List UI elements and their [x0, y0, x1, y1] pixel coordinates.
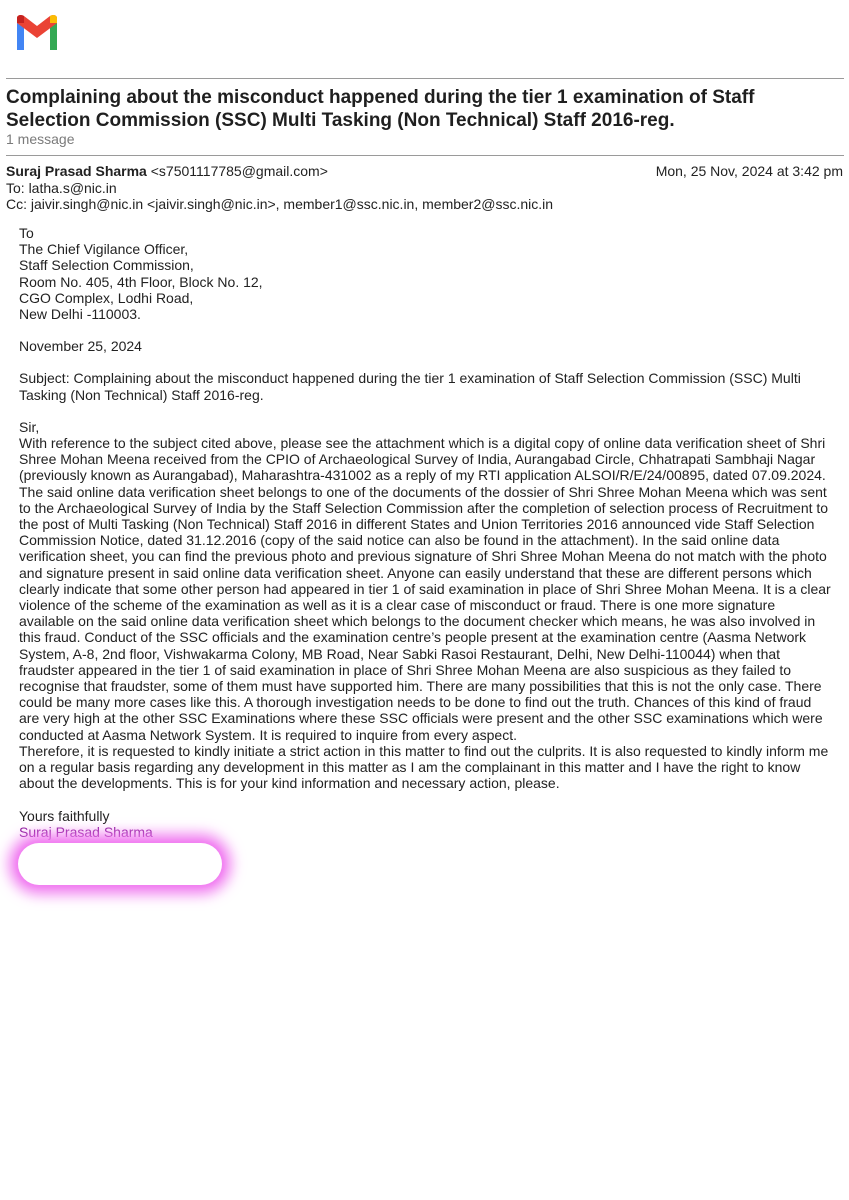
address-line: New Delhi -110003.: [19, 306, 141, 323]
redaction-mark: [18, 843, 222, 885]
signature-name: Suraj Prasad Sharma: [19, 823, 153, 840]
body-paragraph-1: With reference to the subject cited above, please see the attachment which is a digital copy of online data verification sheet of Shri Shree Mohan Meena received from the CPIO of Archaeological Survey of India, Aurangabad Circle, Chhatrapati Sambhaji Nagar (previously known as Aurangabad), Maharashtra-431002 as a reply of my RTI application ALSOI/R/E/24/00895, dated 07.09.2024. The said online data verification sheet belongs to one of the documents of the dossier of Shri Shree Mohan Meena which was sent to the Archaeological Survey of India by the Staff Selection Commission after the completion of selection process of Recruitment to the post of Multi Tasking (Non Technical) Staff 2016 in different States and Union Territories 2016 announced vide Staff Selection Commission Notice, dated 31.12.2016 (copy of the said notice can also be found in the attachment). In the said online data verification sheet, you can find the previous photo and previous signature of Shri Shree Mohan Meena do not match with the photo and signature present in said online data verification sheet. Anyone can easily understand that these are different persons which clearly indicate that some other person had appeared in tier 1 of said examination in place of Shri Shree Mohan Meena. It is a clear violence of the scheme of the examination as well as it is a clear case of misconduct or fraud. There is one more signature available on the said online data verification sheet which belongs to the document checker which means, he was also involved in this fraud. Conduct of the SSC officials and the examination centre’s people present at the examination centre (Aasma Network System, A-8, 2nd floor, Vishwakarma Colony, MB Road, Near Sabki Rasoi Restaurant, Delhi, New Delhi-110044) when that fraudster appeared in the tier 1 of said examination in place of Shri Shree Mohan Meena are also suspicious as they failed to recognise that fraudster, some of them must have supported him. There are many possibilities that this is not the only case. There could be many more cases like this. A thorough investigation needs to be done to find out the truth. Chances of this kind of fraud are very high at the other SSC Examinations where these SSC officials were present and the other SSC examinations which were conducted at Aasma Network System. It is required to inquire from every aspect.: [19, 435, 831, 743]
address-line: CGO Complex, Lodhi Road,: [19, 289, 194, 306]
sender-line: [6, 163, 328, 180]
address-line: The Chief Vigilance Officer,: [19, 241, 189, 258]
gmail-icon: [14, 14, 60, 52]
address-line: To: [19, 225, 34, 241]
header-divider: [6, 78, 844, 79]
email-subject: Complaining about the misconduct happened during the tier 1 examination of Staff Selection Commission (SSC) Multi Tasking (Non Technical) Staff 2016-reg.: [6, 87, 755, 131]
letter-date: November 25, 2024: [19, 338, 142, 355]
subject-divider: [6, 155, 844, 156]
cc-line: Cc: jaivir.singh@nic.in <jaivir.singh@nic.in>, member1@ssc.nic.in, member2@ssc.nic.in: [6, 196, 554, 212]
letter-subject: Subject: Complaining about the misconduct happened during the tier 1 examination of Staff Selection Commission (SSC) Multi Tasking (Non Technical) Staff 2016-reg.: [19, 370, 801, 403]
message-count: 1 message: [6, 131, 75, 147]
address-line: Room No. 405, 4th Floor, Block No. 12,: [19, 273, 263, 290]
address-line: Staff Selection Commission,: [19, 257, 194, 274]
closing: Yours faithfully: [19, 807, 110, 824]
to-line: To: latha.s@nic.in: [6, 180, 117, 196]
sender-email[interactable]: <s7501117785@gmail.com>: [150, 163, 328, 179]
email-date: Mon, 25 Nov, 2024 at 3:42 pm: [655, 163, 843, 179]
sender-name: Suraj Prasad Sharma: [6, 163, 147, 179]
salutation: Sir,: [19, 418, 40, 435]
body-paragraph-2: Therefore, it is requested to kindly initiate a strict action in this matter to find out the culprits. It is also requested to kindly inform me on a regular basis regarding any development in this matter as I am the complainant in this matter and I have the right to know about the developments. This is for your kind information and necessary action, please.: [19, 742, 829, 792]
email-body: [19, 225, 834, 840]
